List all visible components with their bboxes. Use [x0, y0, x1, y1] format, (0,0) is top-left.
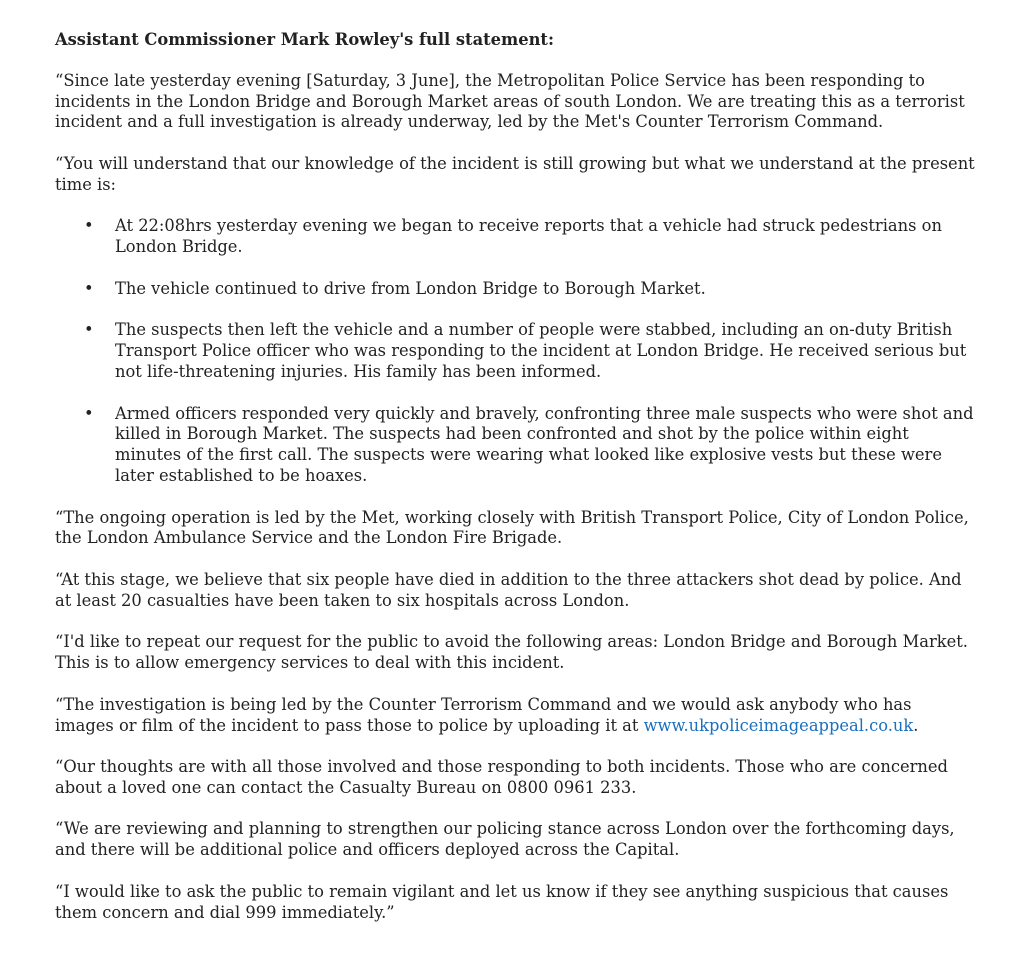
statement-document: [55, 30, 975, 944]
bullet-icon: •: [84, 278, 94, 298]
bullet-text: The vehicle continued to drive from London Bridge to Borough Market.: [115, 278, 706, 298]
bullet-icon: •: [84, 320, 94, 340]
bullet-icon: •: [84, 216, 94, 236]
bullet-item: [55, 320, 975, 382]
operation-paragraph: “The ongoing operation is led by the Met, working closely with British Transport Police, City of London Police, the London Ambulance Service and the London Fire Brigade.: [55, 507, 969, 548]
intro-paragraph-1: “Since late yesterday evening [Saturday, 3 June], the Metropolitan Police Service has been responding to incidents in the London Bridge and Borough Market areas of south London. We are treating this as a terrorist incident and a full investigation is already underway, led by the Met's Counter Terrorism Command.: [55, 70, 965, 132]
bullet-item: [55, 279, 975, 300]
casualties-paragraph: “At this stage, we believe that six people have died in addition to the three attackers shot dead by police. And at least 20 casualties have been taken to six hospitals across London.: [55, 569, 962, 610]
bullet-item: [55, 404, 975, 487]
investigation-text: “The investigation is being led by the Counter Terrorism Command and we would ask anybody who has images or film of the incident to pass those to police by uploading it at: [55, 694, 912, 735]
bullet-text: The suspects then left the vehicle and a number of people were stabbed, including an on-duty British Transport Police officer who was responding to the incident at London Bridge. He received serious but not life-threatening injuries. His family has been informed.: [115, 320, 967, 381]
thoughts-paragraph: “Our thoughts are with all those involved and those responding to both incidents. Those who are concerned about a loved one can contact the Casualty Bureau on 0800 0961 233.: [55, 757, 948, 797]
bullet-item: [55, 216, 975, 258]
policing-stance-paragraph: “We are reviewing and planning to strengthen our policing stance across London over the forthcoming days, and there will be additional police and officers deployed across the Capital.: [55, 819, 955, 860]
image-appeal-link[interactable]: www.ukpoliceimageappeal.co.uk: [643, 715, 914, 735]
statement-heading: Assistant Commissioner Mark Rowley's full statement:: [55, 30, 554, 49]
vigilance-paragraph: “I would like to ask the public to remain vigilant and let us know if they see anything suspicious that causes them concern and dial 999 immediately.”: [55, 881, 949, 922]
bullet-text: Armed officers responded very quickly and bravely, confronting three male suspects who were shot and killed in Borough Market. The suspects had been confronted and shot by the police within eight minutes of the first call. The suspects were wearing what looked like explosive vests but these were later established to be hoaxes.: [115, 403, 974, 485]
intro-paragraph-2: “You will understand that our knowledge of the incident is still growing but what we understand at the present time is:: [55, 153, 975, 194]
investigation-paragraph: [55, 695, 975, 737]
avoid-areas-paragraph: “I'd like to repeat our request for the public to avoid the following areas: London Bridge and Borough Market. This is to allow emergency services to deal with this incident.: [55, 632, 968, 673]
bullet-icon: •: [84, 403, 94, 423]
investigation-suffix: .: [913, 715, 919, 735]
incident-bullet-list: [55, 216, 975, 486]
bullet-text: At 22:08hrs yesterday evening we began to receive reports that a vehicle had struck pedestrians on London Bridge.: [115, 216, 942, 257]
